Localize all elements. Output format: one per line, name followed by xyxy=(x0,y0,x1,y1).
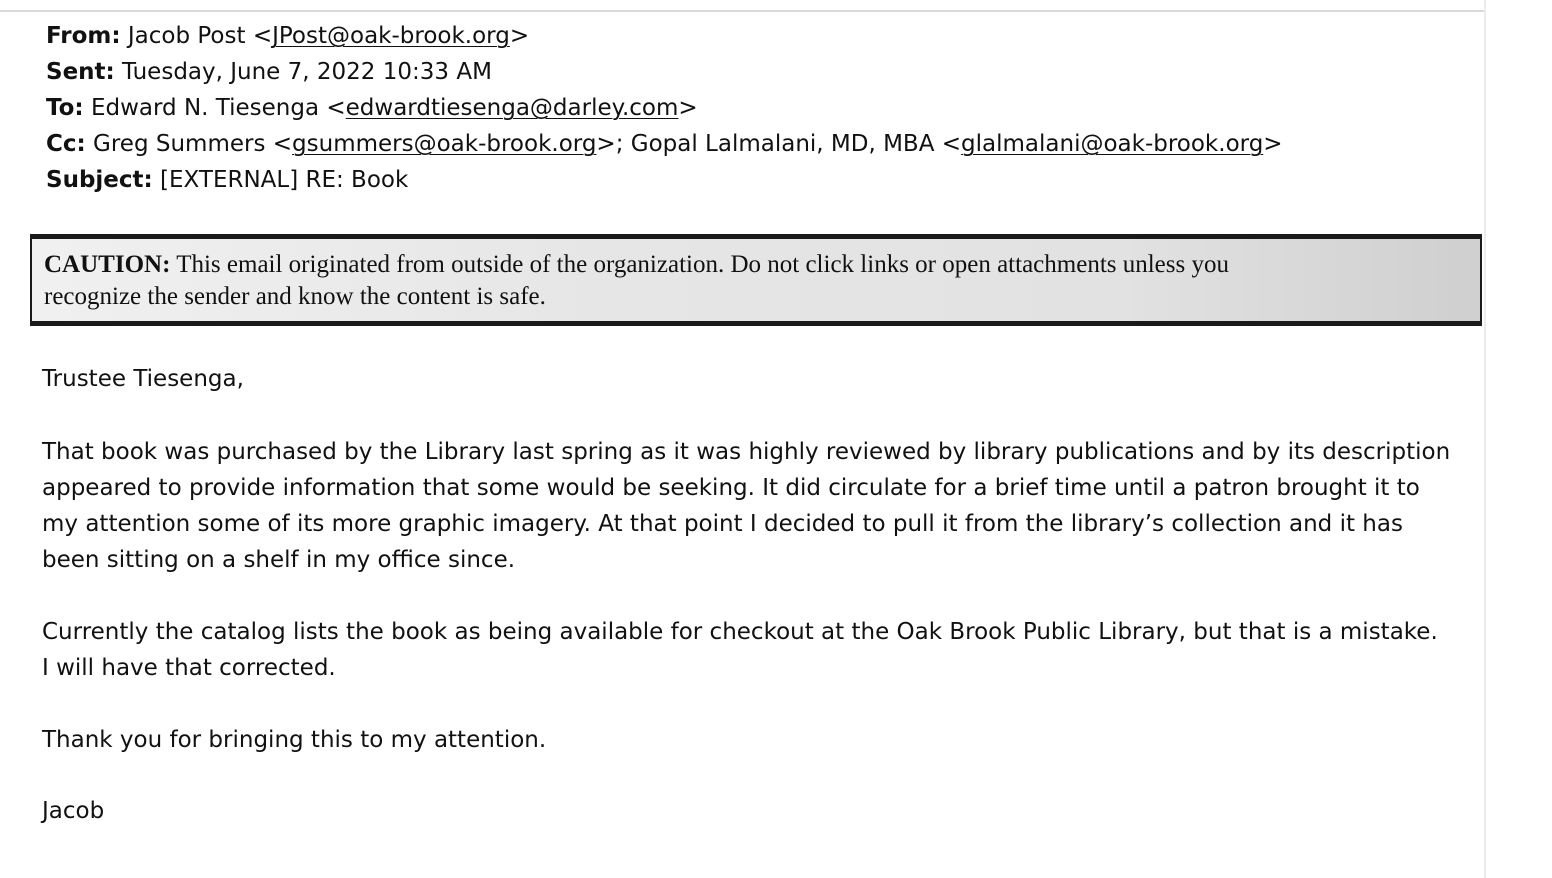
body-paragraph-2 xyxy=(42,614,1482,686)
cc-email-link-2[interactable]: glalmalani@oak-brook.org xyxy=(961,131,1264,157)
sent-value: Tuesday, June 7, 2022 10:33 AM xyxy=(122,59,492,85)
cc-label: Cc: xyxy=(46,131,86,157)
cc-separator: >; Gopal Lalmalani, MD, MBA < xyxy=(596,131,962,157)
subject-value: [EXTERNAL] RE: Book xyxy=(160,167,409,193)
from-close: > xyxy=(509,23,530,49)
paragraph-line: Currently the catalog lists the book as being available for checkout at the Oak Brook Public Library, but that is a mistake. xyxy=(42,619,1438,645)
signature: Jacob xyxy=(42,798,105,824)
sent-label: Sent: xyxy=(46,59,115,85)
caution-banner xyxy=(30,234,1482,326)
to-name: Edward N. Tiesenga < xyxy=(90,95,346,121)
cc-close: > xyxy=(1263,131,1283,157)
paragraph-line: my attention some of its more graphic imagery. At that point I decided to pull it from the library’s collection and it has xyxy=(42,511,1403,537)
sent-line xyxy=(46,54,1466,90)
from-label: From: xyxy=(46,23,121,49)
email-header xyxy=(46,18,1466,198)
caution-label: CAUTION: xyxy=(44,251,171,278)
paragraph-line: been sitting on a shelf in my office since. xyxy=(42,547,516,573)
body-paragraph-3: Thank you for bringing this to my attention. xyxy=(42,727,547,753)
subject-label: Subject: xyxy=(46,167,153,193)
from-email-link[interactable]: JPost@oak-brook.org xyxy=(272,23,510,49)
to-email-link[interactable]: edwardtiesenga@darley.com xyxy=(345,95,679,121)
greeting: Trustee Tiesenga, xyxy=(42,366,244,392)
scan-edge xyxy=(1484,0,1486,878)
top-divider xyxy=(0,10,1486,12)
cc-email-link-1[interactable]: gsummers@oak-brook.org xyxy=(292,131,597,157)
to-label: To: xyxy=(46,95,84,121)
body-paragraph-1 xyxy=(42,434,1482,578)
cc-name-1: Greg Summers < xyxy=(93,131,293,157)
to-line xyxy=(46,90,1466,126)
from-name: Jacob Post < xyxy=(127,23,273,49)
paragraph-line: appeared to provide information that some would be seeking. It did circulate for a brief time until a patron brought it to xyxy=(42,475,1420,501)
caution-text xyxy=(44,249,1454,313)
caution-line-1: This email originated from outside of the organization. Do not click links or open attachments unless you xyxy=(170,251,1229,278)
cc-line xyxy=(46,126,1466,162)
caution-line-2: recognize the sender and know the content is safe. xyxy=(44,283,546,310)
paragraph-line: I will have that corrected. xyxy=(42,655,336,681)
paragraph-line: That book was purchased by the Library last spring as it was highly reviewed by library publications and by its description xyxy=(42,439,1451,465)
subject-line xyxy=(46,162,1466,198)
to-close: > xyxy=(678,95,698,121)
from-line xyxy=(46,18,1466,54)
